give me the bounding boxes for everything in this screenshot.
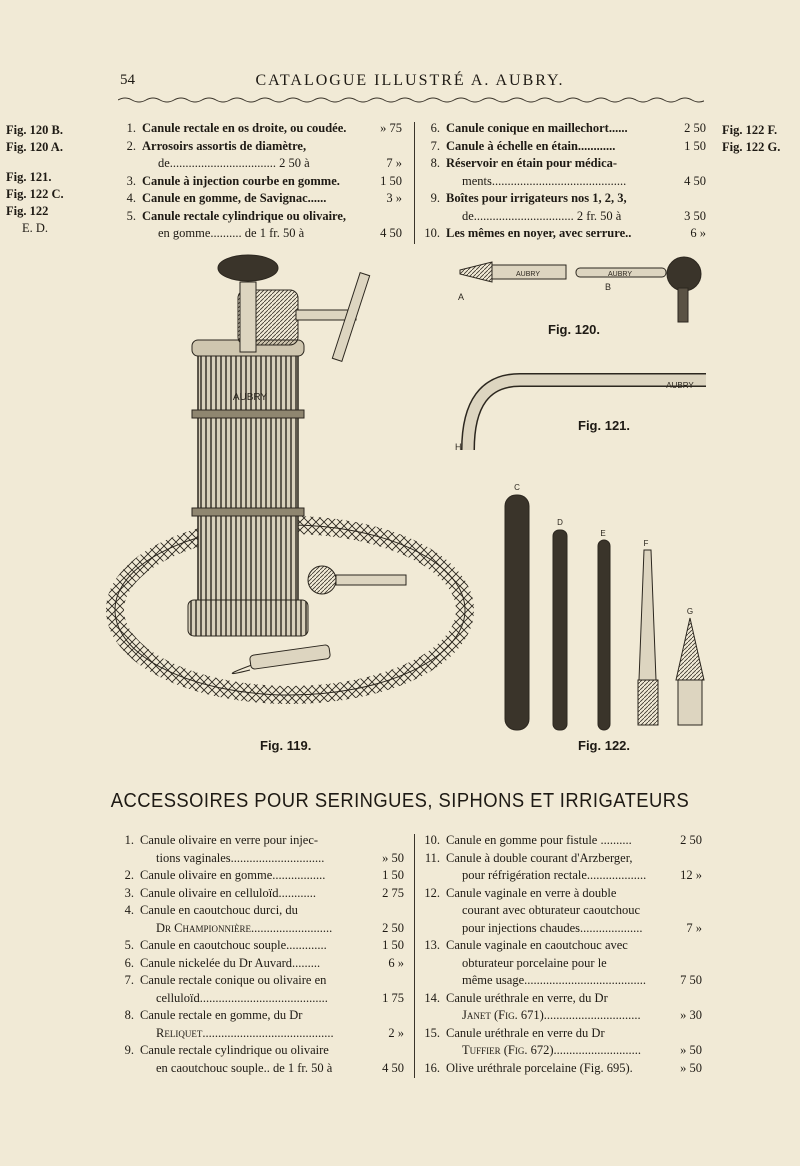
list-item: même usage....................................... 7 50 — [462, 973, 702, 987]
top-left-price-list — [114, 120, 406, 243]
list-item: 9. Boîtes pour irrigateurs nos 1, 2, 3, — [430, 191, 627, 205]
list-item: 7. Canule à échelle en étain............ 1 50 — [430, 138, 706, 153]
svg-text:D: D — [557, 518, 563, 527]
list-item: Tuffier (Fig. 672)............................ » 50 — [462, 1043, 702, 1057]
fig-ref: Fig. 122 C. — [6, 187, 64, 201]
list-item: pour injections chaudes.................... 7 » — [462, 920, 702, 935]
bottom-left-price-list — [112, 832, 408, 1077]
page-header — [0, 72, 800, 102]
list-item: 10. Canule en gomme pour fistule .......... 2 50 — [424, 833, 702, 847]
brand-mark: AUBRY — [232, 392, 268, 403]
list-item: 4. Canule en gomme, de Savignac...... 3 » — [126, 191, 402, 205]
list-item: Janet (Fig. 671)............................... » 30 — [462, 1008, 702, 1022]
list-item: 5. Canule en caoutchouc souple............. 1 50 — [124, 938, 404, 952]
svg-text:H: H — [455, 442, 462, 452]
svg-text:AUBRY: AUBRY — [666, 381, 694, 390]
list-item: Reliquet.......................................... 2 » — [156, 1025, 404, 1040]
fig-ref: Fig. 122 G. — [722, 140, 781, 154]
svg-text:C: C — [514, 483, 520, 492]
wavy-rule — [118, 96, 704, 104]
list-item: 10. Les mêmes en noyer, avec serrure.. 6 » — [424, 226, 706, 240]
list-item: 7. Canule rectale conique ou olivaire en — [124, 973, 327, 987]
list-item: en caoutchouc souple.. de 1 fr. 50 à 4 50 — [156, 1060, 404, 1075]
svg-text:E: E — [600, 529, 606, 538]
section-title: ACCESSOIRES POUR SERINGUES, SIPHONS ET IRRIGATEURS — [110, 790, 690, 812]
instruments-illustration — [100, 250, 720, 750]
page-number: 54 — [120, 72, 135, 88]
bottom-right-price-list — [418, 832, 714, 1077]
list-item: 1. Canule rectale en os droite, ou coudée. » 75 — [126, 121, 402, 135]
fig-ref: Fig. 120 B. — [6, 123, 63, 137]
list-item: 5. Canule rectale cylindrique ou olivaire, — [126, 208, 347, 223]
list-item: 2. Canule olivaire en gomme................. 1 50 — [124, 868, 404, 882]
list-item: 12. Canule vaginale en verre à double — [424, 885, 617, 900]
svg-text:F: F — [643, 539, 649, 548]
column-divider — [414, 122, 415, 244]
list-item: 15. Canule uréthrale en verre du Dr — [424, 1025, 605, 1040]
svg-text:A: A — [458, 292, 465, 302]
svg-text:B: B — [605, 282, 612, 292]
list-item: 6. Canule nickelée du Dr Auvard......... 6 » — [124, 955, 404, 970]
list-item: 9. Canule rectale cylindrique ou olivaire — [124, 1043, 329, 1057]
list-item: ments........................................... 4 50 — [462, 173, 706, 188]
list-item: 16. Olive uréthrale porcelaine (Fig. 695). » 50 — [424, 1060, 702, 1075]
fig-119-caption: Fig. 119. — [260, 738, 312, 753]
cannulas-figure-122 — [505, 483, 704, 730]
svg-text:G: G — [686, 607, 694, 616]
list-item: 6. Canule conique en maillechort...... 2 50 — [430, 121, 706, 135]
irrigator-figure-119 — [115, 255, 465, 695]
list-item: Dr Championnière.......................... 2 50 — [156, 920, 404, 935]
list-item: 8. Canule rectale en gomme, du Dr — [124, 1008, 303, 1022]
list-item: tions vaginales.............................. » 50 — [156, 850, 404, 865]
list-item: obturateur porcelaine pour le — [462, 955, 607, 970]
top-right-price-list — [418, 120, 714, 243]
list-item: 11. Canule à double courant d'Arzberger, — [424, 850, 633, 865]
left-fig-references — [6, 122, 106, 237]
fig-ref: Fig. 122 — [6, 204, 49, 218]
fig-120-caption: Fig. 120. — [548, 322, 601, 337]
list-item: en gomme.......... de 1 fr. 50 à 4 50 — [158, 226, 402, 240]
list-item: 14. Canule uréthrale en verre, du Dr — [424, 990, 608, 1005]
fig-ref: Fig. 122 F. — [722, 123, 778, 137]
list-item: 1. Canule olivaire en verre pour injec- — [124, 833, 319, 847]
list-item: celluloïd......................................... 1 75 — [156, 990, 404, 1005]
cannula-figure-120 — [458, 257, 701, 322]
list-item: 13. Canule vaginale en caoutchouc avec — [424, 938, 628, 952]
running-title: CATALOGUE ILLUSTRÉ A. AUBRY. — [255, 72, 565, 89]
list-item: de................................ 2 fr. 50 à 3 50 — [462, 208, 706, 223]
curved-cannula-figure-121 — [455, 380, 706, 452]
fig-ref: E. D. — [22, 221, 49, 235]
list-item: 3. Canule olivaire en celluloïd............ 2 75 — [124, 885, 404, 900]
list-item: de.................................. 2 50 à 7 » — [158, 156, 402, 170]
right-fig-references — [722, 122, 800, 156]
fig-ref: Fig. 121. — [6, 170, 52, 184]
fig-ref: Fig. 120 A. — [6, 140, 63, 154]
list-item: 3. Canule à injection courbe en gomme. 1 50 — [126, 173, 402, 188]
list-item: 2. Arrosoirs assortis de diamètre, — [126, 138, 307, 153]
list-item: courant avec obturateur caoutchouc — [462, 903, 641, 917]
svg-text:AUBRY: AUBRY — [516, 271, 540, 278]
column-divider — [414, 834, 415, 1078]
list-item: 8. Réservoir en étain pour médica- — [430, 156, 618, 170]
list-item: 4. Canule en caoutchouc durci, du — [124, 903, 298, 917]
fig-121-caption: Fig. 121. — [578, 418, 631, 433]
list-item: pour réfrigération rectale................... 12 » — [462, 868, 702, 882]
svg-text:AUBRY: AUBRY — [608, 271, 632, 278]
fig-122-caption: Fig. 122. — [578, 738, 631, 753]
